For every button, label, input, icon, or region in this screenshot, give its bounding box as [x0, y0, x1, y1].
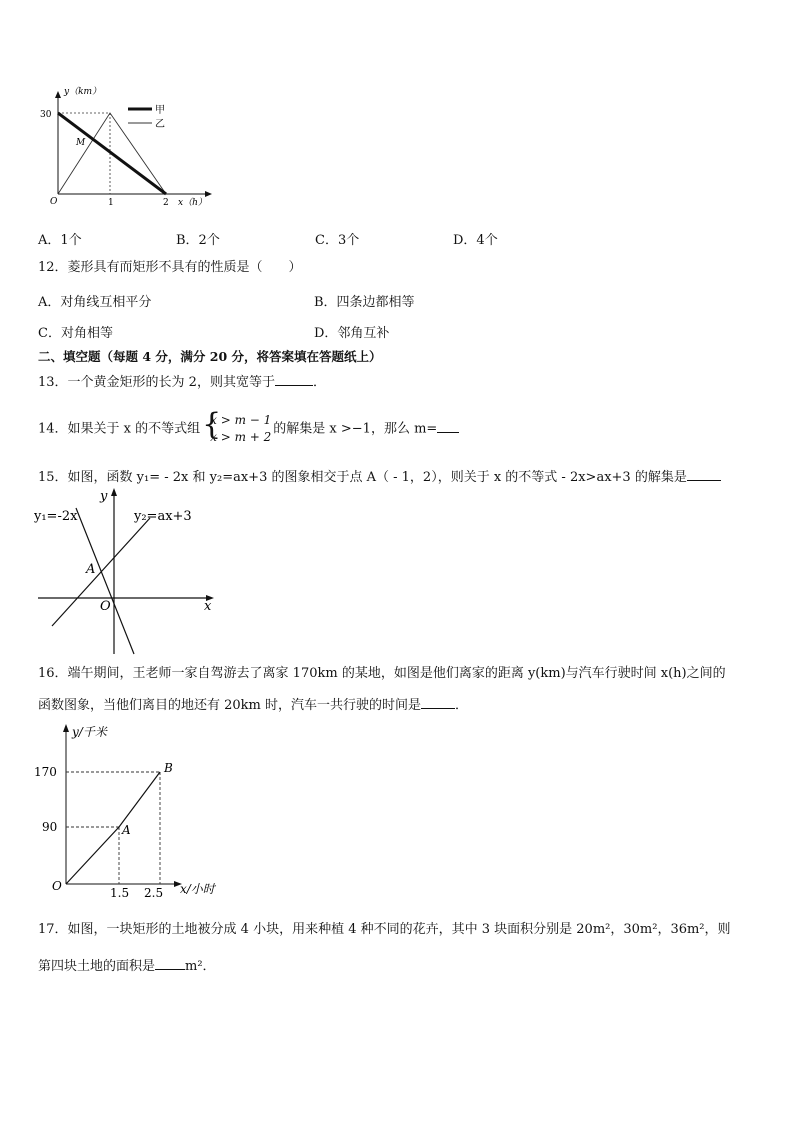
- q16-line-1: 16．端午期间，王老师一家自驾游去了离家 170km 的某地，如图是他们离家的距离 y(km)与汽车行驶时间 x(h)之间的: [38, 666, 726, 681]
- x-axis-arrow: [205, 191, 212, 197]
- q13: [38, 373, 326, 392]
- line-jia: [58, 113, 166, 194]
- section-title: 二、填空题（每题 4 分，满分 20 分，将答案填在答题纸上）: [38, 349, 382, 364]
- q14: [38, 407, 459, 446]
- q11-option-b[interactable]: B．2个: [176, 233, 220, 248]
- q17-line-1: 17．如图，一块矩形的土地被分成 4 小块，用来种植 4 种不同的花卉，其中 3 块面积分别是 20m²，30m²，36m²，则: [38, 922, 731, 937]
- legend-jia-label: 甲: [155, 105, 165, 116]
- x-axis-label: x: [204, 599, 212, 614]
- q11-option-d[interactable]: D．4个: [453, 233, 498, 248]
- q12-option-a[interactable]: A．对角线互相平分: [38, 295, 152, 310]
- q17-line-2: [38, 957, 216, 976]
- x-axis-label: x/小时: [180, 882, 215, 896]
- legend-yi-label: 乙: [155, 119, 165, 130]
- q16-text: 函数图象，当他们离目的地还有 20km 时，汽车一共行驶的时间是: [38, 698, 422, 713]
- q16-figure: [30, 720, 250, 902]
- label-y1: y₁=-2x: [34, 509, 78, 524]
- q16-end: ．: [455, 698, 469, 713]
- x-tick-2-5: 2.5: [144, 886, 164, 900]
- q12-option-d[interactable]: D．邻角互补: [314, 326, 390, 341]
- q15-text: 15．如图，函数 y₁= - 2x 和 y₂=ax+3 的图象相交于点 A（ - 1，2），则关于 x 的不等式 - 2x>ax+3 的解集是: [38, 470, 687, 485]
- q11-option-a[interactable]: A．1个: [38, 233, 82, 248]
- origin-label: O: [100, 599, 111, 614]
- inequality-system: [202, 407, 272, 446]
- y-tick-90: 90: [42, 820, 58, 834]
- q13-end: ．: [312, 375, 326, 390]
- brace-symbol: {: [202, 407, 222, 442]
- q17-text: 第四块土地的面积是: [38, 959, 156, 974]
- y-axis-label: y: [100, 489, 108, 504]
- q16-answer-blank[interactable]: [421, 696, 455, 709]
- y-tick-170: 170: [34, 765, 57, 779]
- y-axis-label: y（km）: [64, 87, 102, 97]
- x-axis-label: x（h）: [178, 198, 207, 208]
- point-b-label: B: [164, 761, 173, 775]
- x-tick-1: 1: [108, 198, 114, 208]
- q11-figure: [28, 82, 218, 212]
- x-tick-1-5: 1.5: [110, 886, 130, 900]
- q12-option-c[interactable]: C．对角相等: [38, 326, 113, 341]
- q14-suffix: 的解集是 x >−1，那么 m=: [273, 421, 438, 437]
- y-axis-label: y/千米: [72, 725, 107, 739]
- line-y1: [76, 508, 134, 654]
- q14-answer-blank[interactable]: [437, 420, 459, 433]
- inequality-row-1: x > m − 1: [210, 413, 272, 427]
- q15-answer-blank[interactable]: [687, 468, 721, 481]
- y-tick-30: 30: [40, 110, 52, 120]
- y-axis-arrow: [111, 488, 117, 496]
- q17-answer-blank[interactable]: [155, 957, 185, 970]
- origin-label: O: [50, 197, 58, 207]
- point-a-label: A: [86, 562, 96, 577]
- q13-answer-blank[interactable]: [275, 373, 313, 386]
- origin-label: O: [52, 879, 62, 893]
- q11-option-c[interactable]: C．3个: [315, 233, 360, 248]
- y-axis-arrow: [55, 91, 61, 98]
- inequality-row-2: x > m + 2: [210, 430, 272, 444]
- q15-figure: [34, 486, 224, 658]
- q16-line-2: [38, 696, 468, 715]
- point-m-label: M: [76, 138, 86, 148]
- q12-option-b[interactable]: B．四条边都相等: [314, 295, 415, 310]
- y-axis-arrow: [63, 724, 69, 732]
- q15: [38, 468, 721, 487]
- q12-stem: 12．菱形具有而矩形不具有的性质是（ ）: [38, 260, 302, 275]
- q14-prefix: 14．如果关于 x 的不等式组: [38, 421, 201, 437]
- distance-line: [66, 772, 160, 884]
- x-tick-2: 2: [163, 198, 169, 208]
- q13-text: 13．一个黄金矩形的长为 2，则其宽等于: [38, 375, 275, 390]
- point-a-label: A: [122, 823, 131, 837]
- q17-unit: m²．: [185, 959, 216, 974]
- label-y2: y₂=ax+3: [134, 509, 192, 524]
